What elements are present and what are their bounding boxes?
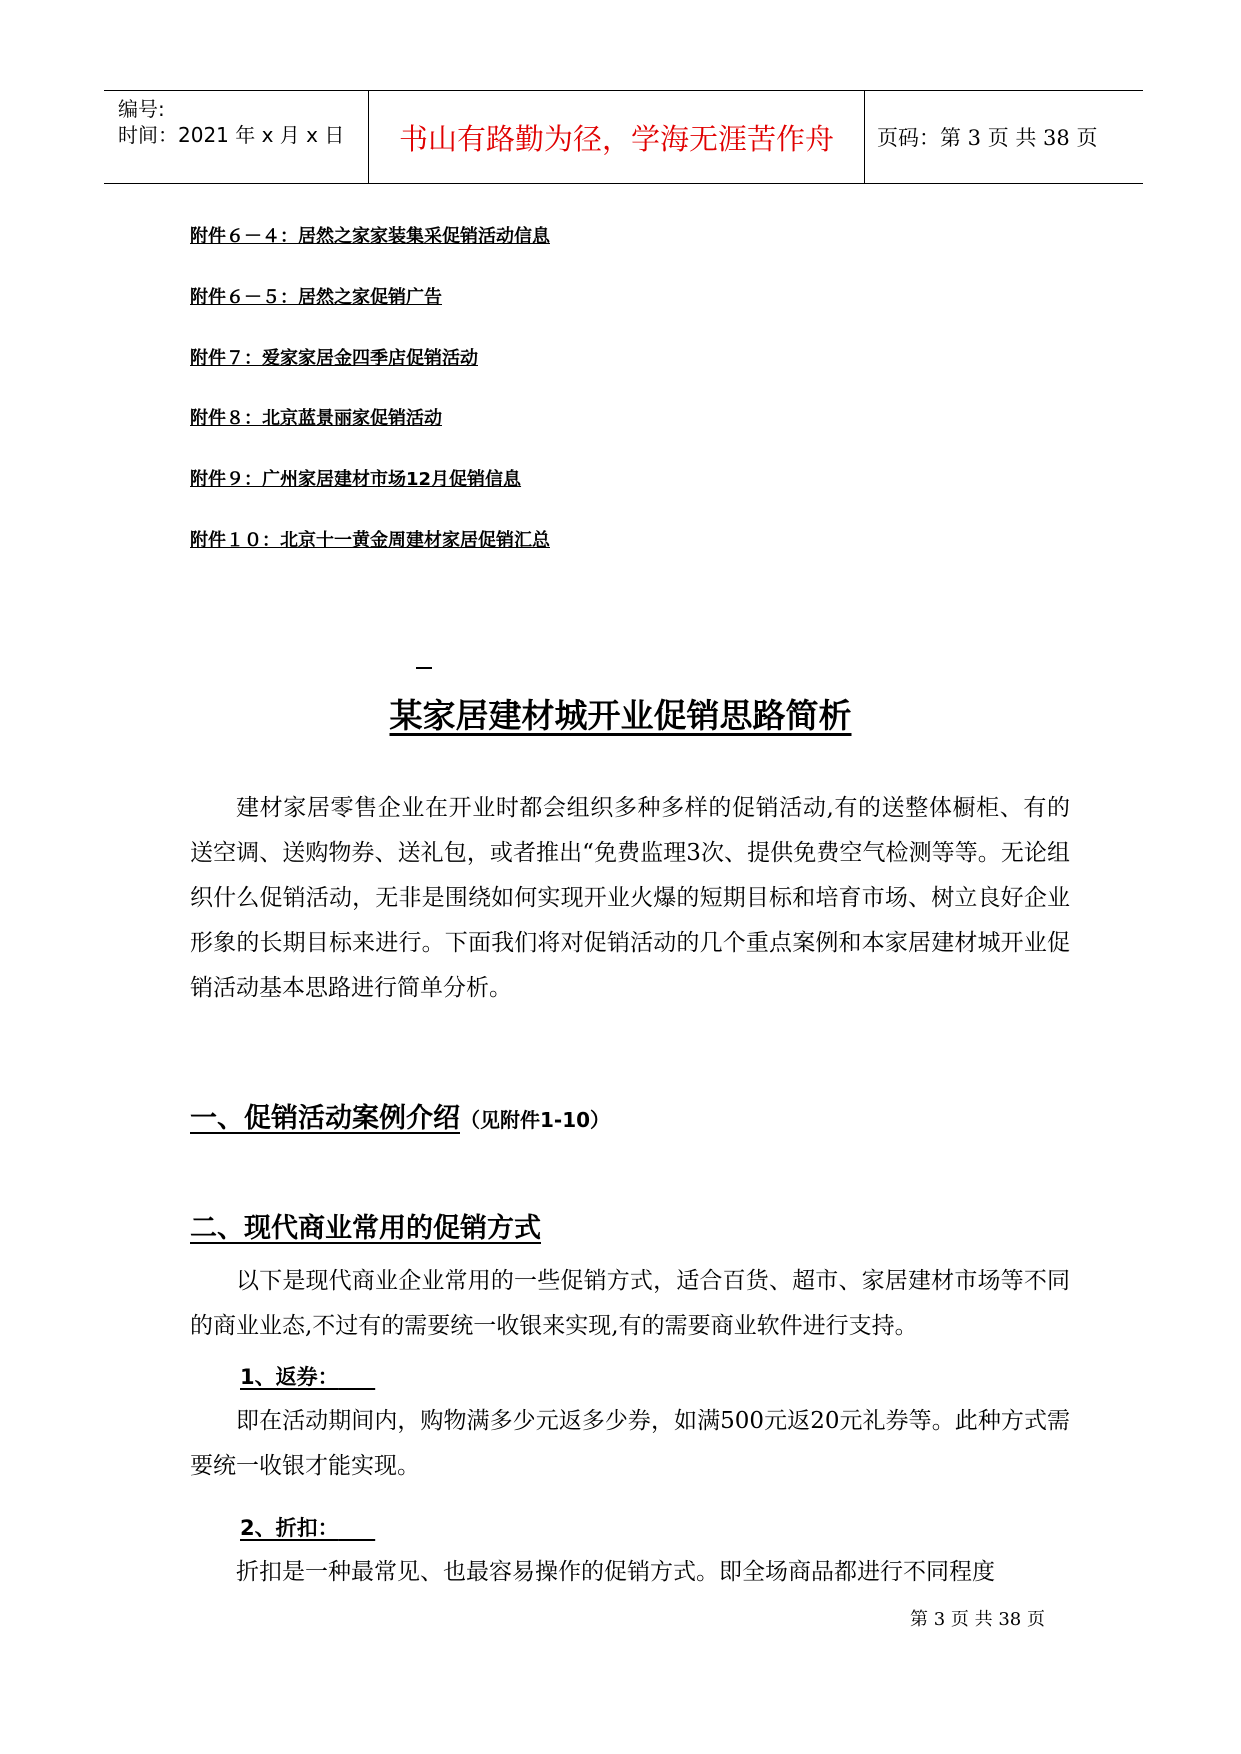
item-2-heading: 2、折扣： — [240, 1516, 339, 1540]
doc-number-label: 编号: — [118, 97, 165, 121]
header-page-number: 页码：第 3 页 共 38 页 — [877, 126, 1098, 150]
attachment-link[interactable]: 附件７：爱家家居金四季店促销活动 — [190, 348, 478, 369]
header-motto-cell — [369, 91, 865, 183]
section-1-note: （见附件1-10） — [460, 1108, 611, 1132]
document-title: 某家居建材城开业促销思路简析 — [389, 696, 852, 735]
document-title-wrap — [0, 690, 1241, 737]
header-motto: 书山有路勤为径，学海无涯苦作舟 — [398, 122, 834, 156]
item-2-text: 折扣是一种最常见、也最容易操作的促销方式。即全场商品都进行不同程度 — [236, 1559, 995, 1585]
header-meta — [104, 91, 369, 183]
section-2-intro: 以下是现代商业企业常用的一些促销方式，适合百货、超市、家居建材市场等不同的商业业态,不过有的需要统一收银来实现,有的需要商业软件进行支持。 — [190, 1268, 1070, 1339]
attachment-link[interactable]: 附件６－５：居然之家促销广告 — [190, 287, 442, 308]
section-2-heading — [190, 1206, 541, 1245]
section-1-heading — [190, 1096, 610, 1135]
attachment-link[interactable]: 附件６－４：居然之家家装集采促销活动信息 — [190, 226, 550, 247]
attachment-link[interactable]: 附件１０：北京十一黄金周建材家居促销汇总 — [190, 530, 550, 551]
section-1-title: 一、促销活动案例介绍 — [190, 1103, 460, 1134]
section-2-title: 二、现代商业常用的促销方式 — [190, 1213, 541, 1244]
page-footer: 第 3 页 共 38 页 — [910, 1609, 1045, 1630]
attachment-link[interactable]: 附件８：北京蓝景丽家促销活动 — [190, 408, 442, 429]
attachment-link[interactable]: 附件９：广州家居建材市场12月促销信息 — [190, 469, 522, 490]
intro-paragraph: 建材家居零售企业在开业时都会组织多种多样的促销活动,有的送整体橱柜、有的送空调、送购物券、送礼包，或者推出“免费监理3次、提供免费空气检测等等。无论组织什么促销活动，无非是围绕如何实现开业火爆的短期目标和培育市场、树立良好企业形象的长期目标来进行。下面我们将对促销活动的几个重点案例和本家居建材城开业促销活动基本思路进行简单分析。 — [190, 795, 1070, 1001]
doc-date-label: 时间：2021 年 x 月 x 日 — [118, 123, 345, 147]
dash-mark — [416, 667, 432, 669]
item-1-heading: 1、返券： — [240, 1365, 339, 1389]
header-page-cell — [865, 91, 1143, 183]
item-1-text: 即在活动期间内，购物满多少元返多少券，如满500元返20元礼券等。此种方式需要统一收银才能实现。 — [190, 1408, 1070, 1479]
page-header — [104, 90, 1143, 184]
